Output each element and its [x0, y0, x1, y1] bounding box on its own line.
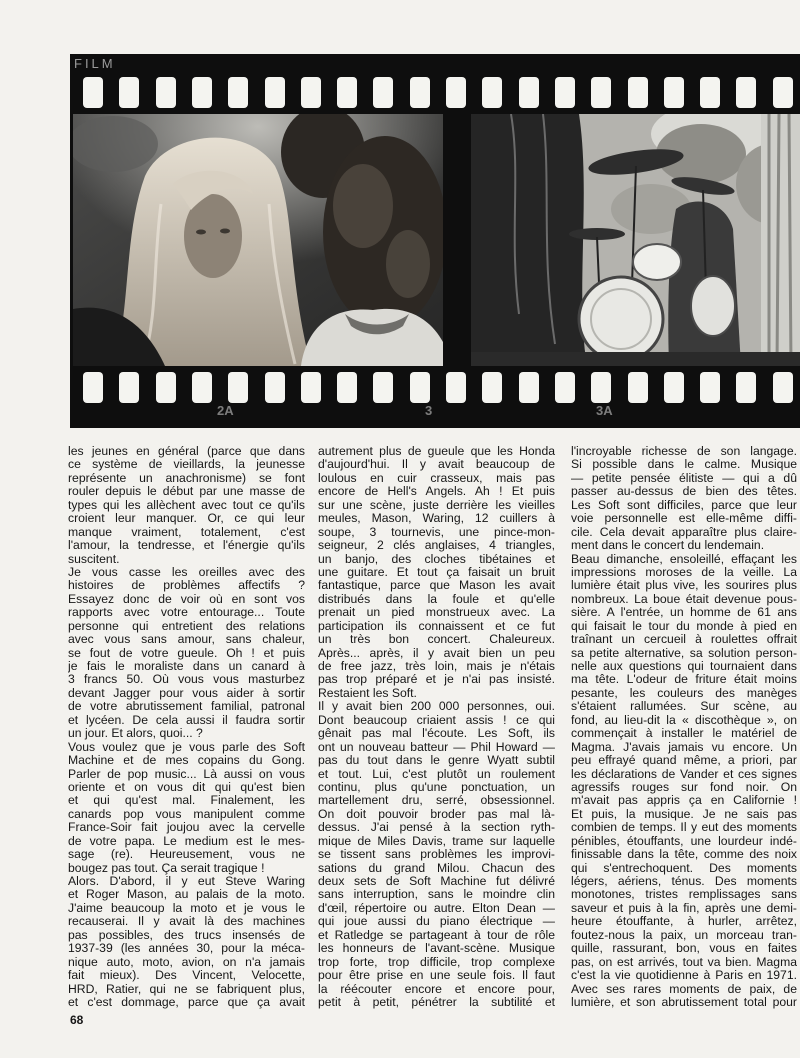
sprocket-row-bottom	[70, 372, 800, 403]
text-line: HRD, Ratier, qui ne se fabriquent plus,	[68, 982, 305, 996]
article-paragraph	[318, 700, 555, 1009]
text-line: pas, on est arrivés, tout va bien. Magma	[571, 955, 797, 969]
text-line: avec vous sans amour, sans chaleur,	[68, 633, 305, 647]
text-line: suscitent.	[68, 552, 120, 566]
text-line: seigneur, 2 clés anglaises, 4 triangles,	[318, 539, 555, 553]
sprocket-hole	[192, 372, 212, 403]
text-line: distribués dans la foule et qu'elle	[318, 592, 555, 606]
sprocket-hole	[664, 77, 684, 108]
sprocket-hole	[83, 77, 103, 108]
text-line: légers, aériens, ténus. Des moments	[571, 875, 797, 888]
text-line: deux sets de Soft Machine fut délivré	[318, 875, 555, 888]
text-line: et Roger Mason, au palais de la moto.	[68, 888, 305, 902]
text-line: Parler de pop music... Là aussi on vous	[68, 767, 305, 781]
woman-eye-left	[196, 230, 206, 235]
text-line: un très bon concert. Chaleureux.	[318, 633, 555, 647]
photo-right	[471, 114, 800, 366]
text-line: Beau dimanche, ensoleillé, effaçant les	[571, 552, 797, 566]
text-line: de free jazz, très loin, mais je n'étais	[318, 660, 555, 673]
text-line: encore de Hell's Angels. Ah ! Et puis	[318, 485, 555, 499]
sprocket-hole	[482, 77, 502, 108]
text-line: qui faisait le tour du monde à pied en	[571, 619, 797, 633]
text-line: combien de temps. Il y eut des moments	[571, 821, 797, 835]
text-line: et Ratledge se partageant à tour de rôle	[318, 928, 555, 942]
sprocket-hole	[628, 372, 648, 403]
text-line: voie personnelle est elle-même diffi-	[571, 512, 797, 526]
text-line: nombreux. La boue était devenue pous-	[571, 592, 797, 606]
text-line: la réécouter encore et encore pour,	[318, 982, 555, 996]
sprocket-hole	[156, 372, 176, 403]
text-line: On doit pouvoir broder pas mal là-	[318, 807, 555, 821]
sprocket-hole	[519, 372, 539, 403]
article-column-1	[68, 445, 305, 1009]
text-line: personne qui entretient des relations	[68, 619, 305, 633]
text-line: une guitare. Et tout ça faisait un bruit	[318, 565, 555, 579]
article-paragraph	[571, 553, 797, 1010]
text-line: les honneurs de l'avant-scène. Musique	[318, 942, 555, 956]
text-line: qui s'entrechoquent. Des moments	[571, 861, 797, 875]
text-line: d'aujourd'hui. Il y avait beaucoup de	[318, 458, 555, 472]
text-line: ont un nouveau batteur — Phil Howard —	[318, 740, 555, 754]
film-strip	[70, 54, 800, 428]
text-line: Machine et de mes copains du Gong.	[68, 754, 305, 768]
text-line: l'amour, la tendresse, et l'énergie qu'ils	[68, 539, 305, 553]
text-line: sations du grand Milou. Chacun des	[318, 861, 555, 875]
dark-foreground-figure	[471, 114, 587, 366]
text-line: agressifs rouges sur fond noir. On	[571, 780, 797, 794]
frame-number-label: 2A	[217, 403, 234, 418]
frame-number-label: 3A	[596, 403, 613, 418]
sprocket-hole	[628, 77, 648, 108]
sprocket-hole	[555, 372, 575, 403]
text-line: foutez-nous la paix, un morceau tran-	[571, 928, 797, 942]
text-line: Il y avait bien 200 000 personnes, oui.	[318, 700, 555, 714]
article-column-2	[318, 445, 555, 1009]
sprocket-hole	[591, 372, 611, 403]
text-line: nique auto, moto, avion, on n'a jamais	[68, 955, 305, 969]
text-line: lumière, et son abrutissement total pour	[571, 995, 797, 1009]
text-line: sage (re). Heureusement, vous ne	[68, 848, 305, 862]
text-line: pas trop préparé et je n'ai pas insisté.	[318, 673, 555, 687]
text-line: autrement plus de gueule que les Honda	[318, 445, 555, 458]
text-line: J'aime beaucoup la moto et je vous le	[68, 901, 305, 915]
text-line: pas du tout dans le genre Wyatt subtil	[318, 754, 555, 768]
sprocket-hole	[591, 77, 611, 108]
text-line: sur une scène, juste derrière les vieilles	[318, 498, 555, 512]
sprocket-hole	[119, 77, 139, 108]
sprocket-hole	[83, 372, 103, 403]
text-line: nelle aux questions qui tournaient dans	[571, 660, 797, 673]
text-line: et tout. Lui, c'est plutôt un roulement	[318, 767, 555, 781]
text-line: commençait à installer le matériel de	[571, 727, 797, 741]
text-line: Alors. D'abord, il y eut Steve Waring	[68, 875, 305, 888]
text-line: s'étaient rallumées. Sur scène, au	[571, 700, 797, 714]
text-line: devant Jagger pour vous aider à sortir	[68, 686, 305, 700]
text-line: saveur et puis à la fin, après une demi-	[571, 901, 797, 915]
text-line: France-Soir fait joujou avec la cervelle	[68, 821, 305, 835]
sprocket-hole	[773, 77, 793, 108]
text-line: c'est la vie quotidienne à Paris en 1971.	[571, 969, 797, 983]
text-line: Avec ses rares moments de paix, de	[571, 982, 797, 996]
text-line: peu effrayé quand même, a priori, par	[571, 754, 797, 768]
text-line: pour être prise en une seule fois. Il faut	[318, 969, 555, 983]
article-paragraph	[68, 741, 305, 875]
text-line: fond, au lieu-dit la « discothèque », on	[571, 713, 797, 727]
text-line: recauserai. Il y avait là des machines	[68, 915, 305, 929]
text-line: pénibles, étouffants, une lourdeur indé-	[571, 834, 797, 848]
text-line: quille, rassurant, bon, vous en faites	[571, 942, 797, 956]
text-line: Essayez donc de voir où en sont vos	[68, 592, 305, 606]
text-line: m'avait pas appris ça en Californie !	[571, 794, 797, 808]
text-line: sans interruption, sans le moindre clin	[318, 888, 555, 902]
text-line: et lycéen. De cela aussi il faudra sortir	[68, 713, 305, 727]
text-line: sière. A l'entrée, un homme de 61 ans	[571, 606, 797, 620]
sprocket-hole	[156, 77, 176, 108]
sprocket-hole	[700, 77, 720, 108]
sprocket-hole	[736, 77, 756, 108]
frame-number-label: 3	[425, 403, 433, 418]
page-number: 68	[70, 1013, 84, 1027]
sprocket-hole	[192, 77, 212, 108]
sprocket-hole	[410, 77, 430, 108]
text-line: petit à petit, pénétrer la subtilité et	[318, 995, 555, 1009]
sprocket-hole	[736, 372, 756, 403]
text-line: martellement dru, serré, obsessionnel.	[318, 794, 555, 808]
text-line: Si possible dans le calme. Musique	[571, 458, 797, 472]
text-line: Et puis, la musique. Je ne sais pas	[571, 807, 797, 821]
sprocket-hole	[446, 372, 466, 403]
sprocket-hole	[265, 372, 285, 403]
article-column-3	[571, 445, 797, 1009]
text-line: les jeunes en général (parce que dans	[68, 445, 305, 458]
text-line: meules, Mason, Waring, 12 cuillers à	[318, 512, 555, 526]
text-line: oriente et on vous dit qui qu'est bien	[68, 780, 305, 794]
text-line: impressions moroses de la veille. La	[571, 565, 797, 579]
sprocket-hole	[373, 77, 393, 108]
text-line: mique de Miles Davis, trame sur laquelle	[318, 834, 555, 848]
text-line: histoires de problèmes affectifs ?	[68, 579, 305, 593]
text-line: Les Soft sont difficiles, parce que leur	[571, 498, 797, 512]
text-line: un banjo, des cloches tibétaines et	[318, 552, 555, 566]
sprocket-hole	[700, 372, 720, 403]
text-line: se tissent sans problèmes les improvi-	[318, 848, 555, 862]
text-line: rouler depuis le début par une masse de	[68, 485, 305, 499]
text-line: Magma. J'avais jamais vu encore. Un	[571, 740, 797, 754]
sprocket-hole	[446, 77, 466, 108]
text-line: et c'est dommage, parce que ça avait	[68, 995, 305, 1009]
sprocket-hole	[228, 372, 248, 403]
sprocket-hole	[773, 372, 793, 403]
text-line: passer au-dessus de bien des têtes.	[571, 485, 797, 499]
sprocket-hole	[119, 372, 139, 403]
text-line: ment dans le concert du lendemain.	[571, 539, 765, 553]
text-line: un jour. Et alors, quoi... ?	[68, 727, 203, 741]
sprocket-hole	[228, 77, 248, 108]
sprocket-hole	[664, 372, 684, 403]
sprocket-hole	[301, 372, 321, 403]
sprocket-hole	[265, 77, 285, 108]
sprocket-hole	[519, 77, 539, 108]
text-line: je fais le moraliste dans un canard à	[68, 660, 305, 673]
text-line: fantastique, parce que Mason les avait	[318, 579, 555, 593]
text-line: finissable dans la tête, comme des noix	[571, 848, 797, 862]
text-line: croient leur manquer. Or, ce qui leur	[68, 512, 305, 526]
text-line: Après... après, il y avait bien un peu	[318, 646, 555, 660]
text-line: soupe, 3 tournevis, une pince-mon-	[318, 525, 555, 539]
sprocket-hole	[410, 372, 430, 403]
text-line: heure étouffante, à hurler, arrêtez,	[571, 915, 797, 929]
text-line: l'incroyable richesse de son langage.	[571, 445, 797, 458]
article-paragraph	[68, 445, 305, 566]
text-line: — petite pensée élitiste — qui a dû	[571, 471, 797, 485]
text-line: participation ils connaissent et ce fut	[318, 619, 555, 633]
text-line: fait mieux). Des Vincent, Velocette,	[68, 969, 305, 983]
text-line: trop forte, trop difficile, trop complexe	[318, 955, 555, 969]
text-line: gênait pas mal l'écoute. Les Soft, ils	[318, 727, 555, 741]
sprocket-row-top	[70, 77, 800, 108]
curly-hair-highlight	[333, 164, 393, 248]
text-line: et qui qu'est mal. Finalement, les	[68, 794, 305, 808]
text-line: les déclarations de Vander et ces signes	[571, 767, 797, 781]
text-line: 3 francs 50. Où vous vous masturbez	[68, 673, 305, 687]
text-line: Restaient les Soft.	[318, 686, 417, 700]
text-line: de votre abrutissement familial, patronal	[68, 700, 305, 714]
text-line: dessus. J'ai pensé à la section ryth-	[318, 821, 555, 835]
text-line: sa petite alternative, sa solution person-	[571, 646, 797, 660]
text-line: lumière était plus vive, les sourires plus	[571, 579, 797, 593]
sprocket-hole	[482, 372, 502, 403]
floor-tom-drum	[691, 276, 735, 336]
sprocket-hole	[555, 77, 575, 108]
text-line: d'œil, répertoire ou autre. Elton Dean —	[318, 901, 555, 915]
text-line: loulous en cuir crasseux, mais pas	[318, 471, 555, 485]
text-line: rapports avec votre entourage... Toute	[68, 606, 305, 620]
film-strip-label: FILM	[74, 56, 116, 71]
sprocket-hole	[373, 372, 393, 403]
article-paragraph	[318, 445, 555, 700]
stage-curtain	[761, 114, 800, 366]
text-line: manque vraiment, totalement, c'est	[68, 525, 305, 539]
text-line: qui joue aussi du piano électrique —	[318, 915, 555, 929]
text-line: types qui les allèchent avec tout ce qu'ils	[68, 498, 305, 512]
text-line: 1937-39 (les années 30, pour la méca-	[68, 942, 305, 956]
text-line: cile. Cela devait apparaître plus claire-	[571, 525, 797, 539]
sprocket-hole	[301, 77, 321, 108]
text-line: se fout de votre gueule. Oh ! et puis	[68, 646, 305, 660]
sprocket-hole	[337, 372, 357, 403]
article-paragraph	[571, 445, 797, 553]
photo-left	[73, 114, 443, 366]
text-line: Vous voulez que je vous parle des Soft	[68, 740, 305, 754]
tom-drum	[633, 244, 681, 280]
woman-eye-right	[220, 229, 230, 234]
article-paragraph	[68, 875, 305, 1009]
text-line: pas possibles, des trucs insensés de	[68, 928, 305, 942]
text-line: continu, plus qu'une ponctuation, un	[318, 780, 555, 794]
text-line: bougez pas tout. Ça serait tragique !	[68, 861, 265, 875]
text-line: Dont beaucoup criaient assis ! ce qui	[318, 713, 555, 727]
stage-floor	[471, 352, 800, 366]
sprocket-hole	[337, 77, 357, 108]
text-line: ce système de vieillards, la jeunesse	[68, 458, 305, 472]
text-line: de votre papa. Le medium est le mes-	[68, 834, 305, 848]
text-line: traînant un cercueil à roulettes offrait	[571, 633, 797, 647]
text-line: monotones, tristes remplissages sans	[571, 888, 797, 902]
text-line: pesante, les couleurs des manèges	[571, 686, 797, 700]
curly-hair-highlight	[386, 230, 430, 298]
text-line: canards pop vous manipulent comme	[68, 807, 305, 821]
text-line: prenait un pied monstrueux avec. La	[318, 606, 555, 620]
text-line: ma tête. L'odeur de friture était moins	[571, 673, 797, 687]
text-line: représente un anachronisme) se font	[68, 471, 305, 485]
text-line: Je vous casse les oreilles avec des	[68, 565, 305, 579]
article-paragraph	[68, 566, 305, 741]
